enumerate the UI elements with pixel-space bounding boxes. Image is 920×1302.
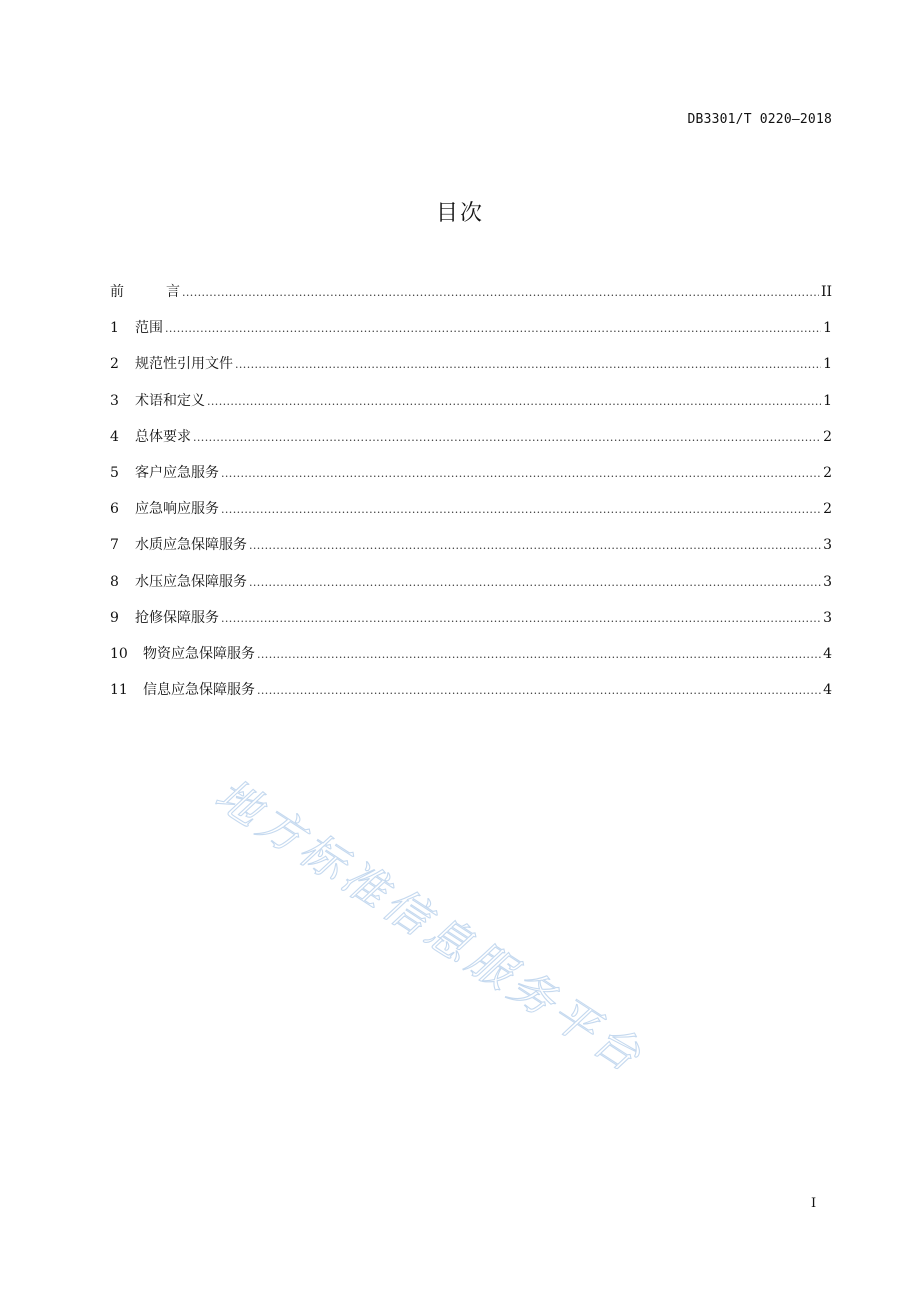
- toc-entry-title: 物资应急保障服务: [143, 645, 255, 662]
- toc-entry-page: 3: [823, 609, 832, 626]
- toc-entry-title: 应急响应服务: [135, 501, 219, 518]
- toc-entry-title: 术语和定义: [135, 392, 205, 409]
- toc-entry-page: 1: [823, 356, 832, 373]
- toc-entry-page: 4: [823, 682, 832, 699]
- toc-entry-10[interactable]: [110, 644, 832, 680]
- dot-leader: [221, 609, 821, 629]
- toc-entry-number: 6: [110, 501, 119, 518]
- page-number: I: [811, 1196, 817, 1211]
- dot-leader: [193, 428, 821, 448]
- toc-entry-title: 规范性引用文件: [135, 356, 233, 373]
- toc-entry-9[interactable]: [110, 608, 832, 644]
- dot-leader: [221, 500, 821, 520]
- toc-entry-2[interactable]: [110, 354, 832, 390]
- toc-entry-number: 2: [110, 356, 119, 373]
- dot-leader: [221, 464, 821, 484]
- toc-entry-page: 1: [823, 320, 832, 337]
- toc-entry-number: 1: [110, 320, 119, 337]
- toc-entry-number: 9: [110, 609, 119, 626]
- toc-entry-page: 4: [823, 645, 832, 662]
- dot-leader: [257, 645, 821, 665]
- toc-entry-number: 10: [110, 645, 128, 662]
- toc-entry-page: 1: [823, 392, 832, 409]
- toc-entry-7[interactable]: [110, 535, 832, 571]
- toc-entry-5[interactable]: [110, 463, 832, 499]
- standard-code: DB3301/T 0220—2018: [687, 112, 832, 127]
- toc-entry-number: 4: [110, 428, 119, 445]
- toc-entry-title: 水质应急保障服务: [135, 537, 247, 554]
- toc-entry-6[interactable]: [110, 499, 832, 535]
- dot-leader: [165, 319, 821, 339]
- toc-entry-4[interactable]: [110, 427, 832, 463]
- toc-entry-number: 5: [110, 464, 119, 481]
- toc-entry-page: 2: [823, 464, 832, 481]
- dot-leader: [249, 536, 821, 556]
- toc-entry-page: 2: [823, 501, 832, 518]
- toc-heading: 目次: [435, 201, 484, 226]
- toc-entry-page: II: [820, 284, 832, 300]
- toc-entry-title: 范围: [135, 320, 163, 337]
- toc-entry-title: [110, 282, 180, 302]
- toc-entry-title: 客户应急服务: [135, 464, 219, 481]
- dot-leader: [182, 283, 819, 303]
- watermark: 地方标准信息服务平台: [206, 769, 654, 1085]
- toc-entry-number: 8: [110, 573, 119, 590]
- toc-entry-8[interactable]: [110, 572, 832, 608]
- toc-entry-preface[interactable]: [110, 282, 832, 318]
- toc-entry-page: 2: [823, 428, 832, 445]
- dot-leader: [249, 573, 821, 593]
- dot-leader: [257, 681, 821, 701]
- toc-entry-1[interactable]: [110, 318, 832, 354]
- toc-entry-page: 3: [823, 537, 832, 554]
- toc-entry-11[interactable]: [110, 680, 832, 716]
- toc-entry-number: 11: [110, 682, 128, 699]
- toc-entry-title: 总体要求: [135, 428, 191, 445]
- toc-entry-title: 水压应急保障服务: [135, 573, 247, 590]
- dot-leader: [235, 355, 821, 375]
- toc-entry-page: 3: [823, 573, 832, 590]
- toc-preface-char-1: 前: [110, 284, 124, 300]
- toc-entry-number: 7: [110, 537, 119, 554]
- toc-preface-char-2: 言: [166, 284, 180, 300]
- table-of-contents: [110, 282, 832, 716]
- toc-entry-3[interactable]: [110, 391, 832, 427]
- toc-entry-title: 抢修保障服务: [135, 609, 219, 626]
- toc-entry-number: 3: [110, 392, 119, 409]
- dot-leader: [207, 392, 821, 412]
- toc-entry-title: 信息应急保障服务: [143, 682, 255, 699]
